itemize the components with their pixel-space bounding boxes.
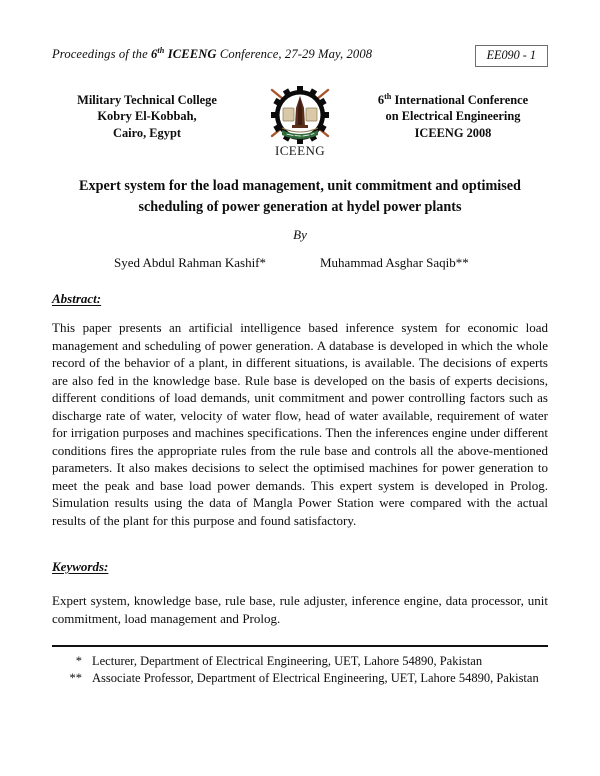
- footnote-rule: [52, 645, 548, 647]
- proceedings-line: [52, 47, 372, 62]
- footnote-item: [52, 670, 548, 687]
- conference-line-1: 6th International Conference: [377, 91, 529, 107]
- keywords-heading: Keywords:: [52, 559, 109, 574]
- proceedings-prefix: Proceedings of the: [52, 47, 152, 61]
- ordinal-suffix: th: [157, 45, 165, 55]
- conference-line-2: on Electrical Engineering: [385, 109, 521, 124]
- keywords-body: Expert system, knowledge base, rule base, rule adjuster, inference engine, data processor, unit commitment, load management and Prolog.: [52, 593, 548, 626]
- institution-line-1: Military Technical College: [77, 93, 217, 107]
- iceeng-emblem-icon: [252, 86, 348, 146]
- conference-line-3: ICEENG 2008: [414, 125, 492, 140]
- page-code-box: EE090 - 1: [475, 45, 548, 67]
- institution-line-3: Cairo, Egypt: [113, 125, 181, 140]
- footnote-text: Lecturer, Department of Electrical Engineering, UET, Lahore 54890, Pakistan: [92, 654, 483, 668]
- institution-block: [52, 92, 242, 141]
- byline-label: By: [293, 227, 307, 242]
- proceedings-ordinal: 6th: [151, 45, 165, 61]
- masthead: [52, 92, 548, 172]
- institution-line-2: Kobry El-Kobbah,: [97, 109, 197, 124]
- proceedings-rest: Conference, 27-29 May, 2008: [219, 47, 373, 61]
- abstract-heading: Abstract:: [52, 291, 102, 306]
- iceeng-logo: [252, 86, 348, 170]
- conference-ordinal-suffix: th: [384, 91, 392, 101]
- author-name: Syed Abdul Rahman Kashif*: [114, 255, 267, 270]
- proceedings-conf-name: ICEENG: [164, 47, 220, 61]
- footnote-text: Associate Professor, Department of Electrical Engineering, UET, Lahore 54890, Pakistan: [92, 671, 539, 686]
- footnote-marker: *: [75, 654, 82, 668]
- conference-block: [358, 92, 548, 141]
- author-name: Muhammad Asghar Saqib**: [320, 255, 469, 270]
- abstract-body: This paper presents an artificial intelligence based inference system for economic load management and scheduling of power generation. A database is developed in which the whole record of the behavior of a plant, in different situations, is available. The decisions of experts are also fed in the knowledge base. Rule base is developed on the basis of experts decisions, different conditions of load demands, unit commitment and power controlling factors such as discharge rate of water, velocity of water flow, head of water available, requirement of water for irrigation purposes and machines specifications. Then the inferences engine under different conditions fires the appropriate rules from the rule base and controls all the above-mentioned parameters. It also makes decisions to select the optimised machines for power generation to meet the peak and base load power demands. This expert system is developed in Prolog. Simulation results using the data of Mangla Power Station were compared with the actual results of the plant for this purpose and found satisfactory.: [52, 320, 548, 529]
- paper-title: Expert system for the load management, unit commitment and optimised scheduling of power generation at hydel power plants: [79, 178, 521, 215]
- footnote-block: [52, 653, 548, 688]
- logo-wordmark: ICEENG: [274, 143, 326, 158]
- footnote-item: [52, 653, 548, 670]
- running-header: [52, 45, 548, 71]
- footnote-marker: **: [69, 671, 82, 686]
